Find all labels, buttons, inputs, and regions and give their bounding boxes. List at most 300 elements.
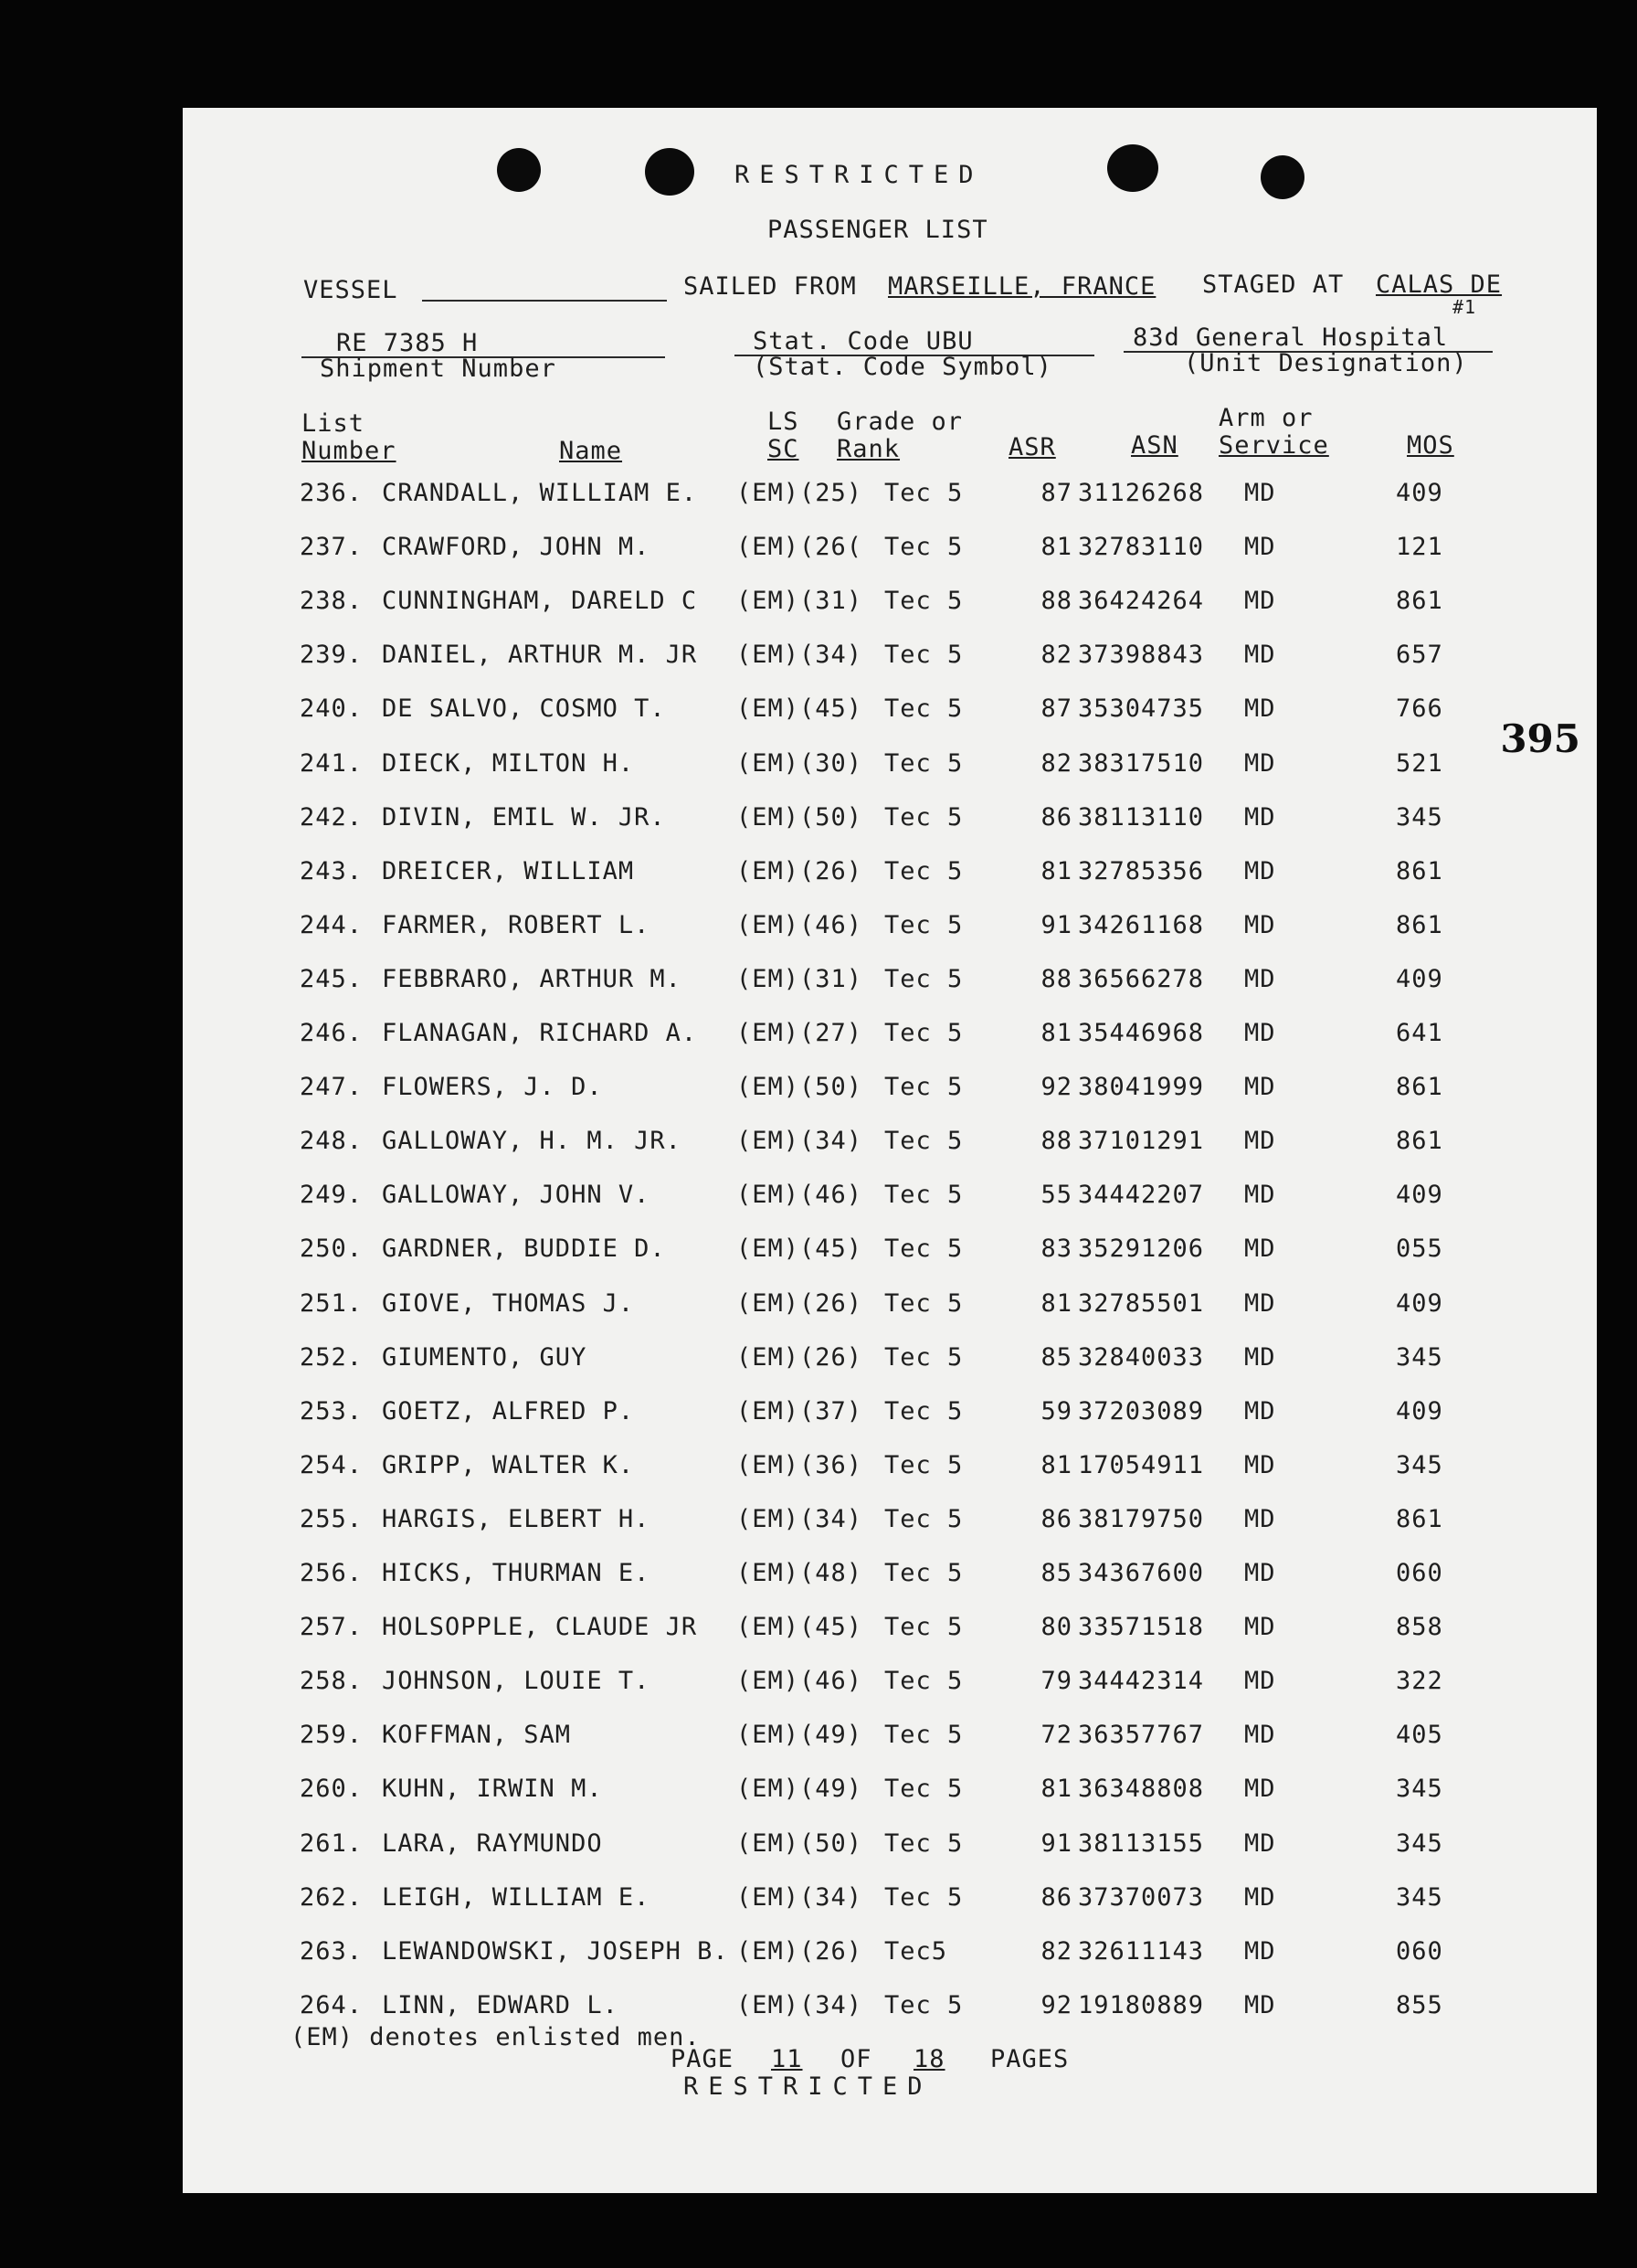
asr-score: 88 [1040,964,1072,993]
grade-rank: Tec 5 [884,479,964,507]
table-row [183,1019,1597,1055]
asr-score: 55 [1040,1181,1072,1210]
asr-score: 59 [1040,1396,1072,1425]
arm-service: MD [1244,1396,1276,1425]
table-row [183,1613,1597,1649]
col-asn: ASN [1131,431,1178,460]
list-number: 248. [300,1127,364,1156]
sailed-from-label: SAILED FROM [683,272,857,301]
total-pages: 18 [914,2045,945,2073]
asn-serial: 34442207 [1078,1181,1205,1210]
passenger-name: DIVIN, EMIL W. JR. [382,802,666,832]
page-number: 11 [771,2045,803,2073]
arm-service: MD [1244,802,1276,832]
mos-code: 861 [1396,1504,1443,1533]
asn-serial: 34261168 [1078,910,1205,939]
list-number: 258. [300,1667,364,1696]
list-number: 245. [300,964,364,993]
asr-score: 88 [1040,1127,1072,1156]
asn-serial: 38113110 [1078,802,1205,832]
grade-rank: Tec 5 [884,1828,964,1858]
arm-service: MD [1244,1235,1276,1264]
grade-rank: Tec 5 [884,1559,964,1587]
passenger-name: HOLSOPPLE, CLAUDE JR [382,1613,698,1642]
passenger-name: KOFFMAN, SAM [382,1721,572,1750]
ls-sc: (EM)(50) [736,1828,863,1858]
ls-sc: (EM)(31) [736,964,863,993]
mos-code: 861 [1396,856,1443,885]
mos-code: 861 [1396,587,1443,616]
ls-sc: (EM)(26( [736,533,863,562]
ls-sc: (EM)(26) [736,1288,863,1318]
col-arm-2: Service [1219,431,1329,460]
mos-code: 855 [1396,1990,1443,2019]
mos-code: 861 [1396,1073,1443,1102]
of-label: OF [840,2045,872,2073]
ls-sc: (EM)(34) [736,641,863,670]
table-row [183,1559,1597,1595]
mos-code: 405 [1396,1721,1443,1750]
grade-rank: Tec 5 [884,802,964,832]
asr-score: 82 [1040,1936,1072,1966]
asn-serial: 19180889 [1078,1990,1205,2019]
ls-sc: (EM)(46) [736,910,863,939]
list-number: 259. [300,1721,364,1750]
sailed-from-value: MARSEILLE, FRANCE [888,272,1156,301]
mos-code: 121 [1396,533,1443,562]
arm-service: MD [1244,1721,1276,1750]
table-row [183,1127,1597,1163]
grade-rank: Tec 5 [884,1396,964,1425]
asr-score: 85 [1040,1342,1072,1372]
ls-sc: (EM)(26) [736,1342,863,1372]
mos-code: 060 [1396,1936,1443,1966]
mos-code: 861 [1396,1127,1443,1156]
arm-service: MD [1244,964,1276,993]
mos-code: 060 [1396,1559,1443,1587]
list-number: 262. [300,1882,364,1912]
asn-serial: 36348808 [1078,1775,1205,1804]
list-number: 263. [300,1936,364,1966]
mos-code: 409 [1396,1288,1443,1318]
mos-code: 322 [1396,1667,1443,1696]
asr-score: 92 [1040,1073,1072,1102]
grade-rank: Tec 5 [884,1342,964,1372]
asr-score: 81 [1040,1288,1072,1318]
passenger-name: JOHNSON, LOUIE T. [382,1667,650,1696]
list-number: 240. [300,694,364,724]
list-number: 239. [300,641,364,670]
asn-serial: 38317510 [1078,748,1205,778]
arm-service: MD [1244,533,1276,562]
ls-sc: (EM)(34) [736,1127,863,1156]
shipment-number-label: Shipment Number [320,355,556,383]
col-ls-2: SC [767,435,799,463]
ls-sc: (EM)(34) [736,1504,863,1533]
mos-code: 409 [1396,1396,1443,1425]
arm-service: MD [1244,1828,1276,1858]
arm-service: MD [1244,641,1276,670]
asr-score: 86 [1040,802,1072,832]
passenger-name: KUHN, IRWIN M. [382,1775,603,1804]
unit-label: (Unit Designation) [1184,349,1468,377]
mos-code: 409 [1396,479,1443,507]
asn-serial: 35304735 [1078,694,1205,724]
arm-service: MD [1244,1667,1276,1696]
asn-serial: 37203089 [1078,1396,1205,1425]
grade-rank: Tec 5 [884,1667,964,1696]
grade-rank: Tec 5 [884,1235,964,1264]
asn-serial: 31126268 [1078,479,1205,507]
punch-hole [1261,155,1304,199]
grade-rank: Tec 5 [884,1073,964,1102]
mos-code: 766 [1396,694,1443,724]
col-grade-2: Rank [837,435,901,463]
arm-service: MD [1244,748,1276,778]
asn-serial: 36566278 [1078,964,1205,993]
ls-sc: (EM)(45) [736,694,863,724]
arm-service: MD [1244,910,1276,939]
passenger-name: CRANDALL, WILLIAM E. [382,479,698,507]
list-number: 237. [300,533,364,562]
grade-rank: Tec 5 [884,1990,964,2019]
ls-sc: (EM)(48) [736,1559,863,1587]
passenger-name: GARDNER, BUDDIE D. [382,1235,666,1264]
asn-serial: 32785356 [1078,856,1205,885]
punch-hole [645,148,694,196]
asr-score: 80 [1040,1613,1072,1642]
mos-code: 409 [1396,1181,1443,1210]
unit-value: 83d General Hospital [1133,323,1449,352]
pages-label: PAGES [990,2045,1070,2073]
list-number: 247. [300,1073,364,1102]
ls-sc: (EM)(30) [736,748,863,778]
mos-code: 345 [1396,1828,1443,1858]
passenger-name: GALLOWAY, H. M. JR. [382,1127,681,1156]
grade-rank: Tec 5 [884,1613,964,1642]
asn-serial: 38041999 [1078,1073,1205,1102]
col-mos: MOS [1407,431,1454,460]
passenger-name: GIOVE, THOMAS J. [382,1288,635,1318]
list-number: 251. [300,1288,364,1318]
asr-score: 82 [1040,748,1072,778]
page-stamp-number: 395 [1500,716,1580,761]
table-row [183,1451,1597,1488]
list-number: 244. [300,910,364,939]
arm-service: MD [1244,694,1276,724]
grade-rank: Tec 5 [884,964,964,993]
ls-sc: (EM)(50) [736,802,863,832]
asn-serial: 32783110 [1078,533,1205,562]
passenger-name: GRIPP, WALTER K. [382,1450,635,1479]
table-row [183,1289,1597,1326]
asn-serial: 32611143 [1078,1936,1205,1966]
ls-sc: (EM)(34) [736,1990,863,2019]
arm-service: MD [1244,1882,1276,1912]
asn-serial: 35291206 [1078,1235,1205,1264]
mos-code: 345 [1396,1775,1443,1804]
table-row [183,965,1597,1002]
asn-serial: 32840033 [1078,1342,1205,1372]
col-list-number-2: Number [301,437,396,465]
asr-score: 87 [1040,694,1072,724]
table-row [183,1829,1597,1866]
list-number: 249. [300,1181,364,1210]
ls-sc: (EM)(25) [736,479,863,507]
passenger-name: DREICER, WILLIAM [382,856,635,885]
arm-service: MD [1244,1613,1276,1642]
asn-serial: 17054911 [1078,1450,1205,1479]
asn-serial: 37101291 [1078,1127,1205,1156]
vessel-blank [422,300,667,302]
grade-rank: Tec5 [884,1936,948,1966]
staged-at-value: CALAS DE [1376,270,1503,299]
passenger-name: GALLOWAY, JOHN V. [382,1181,650,1210]
list-number: 236. [300,479,364,507]
grade-rank: Tec 5 [884,1721,964,1750]
mos-code: 345 [1396,1882,1443,1912]
mos-code: 858 [1396,1613,1443,1642]
arm-service: MD [1244,1127,1276,1156]
mos-code: 345 [1396,1450,1443,1479]
ls-sc: (EM)(27) [736,1019,863,1047]
arm-service: MD [1244,1450,1276,1479]
punch-hole [1107,144,1158,192]
asr-score: 86 [1040,1504,1072,1533]
asr-score: 82 [1040,641,1072,670]
list-number: 241. [300,748,364,778]
arm-service: MD [1244,1019,1276,1047]
ls-sc: (EM)(45) [736,1613,863,1642]
ls-sc: (EM)(46) [736,1181,863,1210]
passenger-name: HICKS, THURMAN E. [382,1559,650,1587]
grade-rank: Tec 5 [884,1775,964,1804]
table-row [183,479,1597,515]
staged-at-note: #1 [1452,296,1477,318]
ls-sc: (EM)(49) [736,1775,863,1804]
mos-code: 345 [1396,802,1443,832]
passenger-name: CRAWFORD, JOHN M. [382,533,650,562]
table-row [183,1073,1597,1109]
asn-serial: 33571518 [1078,1613,1205,1642]
passenger-name: LARA, RAYMUNDO [382,1828,603,1858]
stat-code-value: Stat. Code UBU [753,327,974,355]
table-row [183,1397,1597,1434]
passenger-name: CUNNINGHAM, DARELD C [382,587,698,616]
asr-score: 81 [1040,533,1072,562]
arm-service: MD [1244,479,1276,507]
passenger-name: HARGIS, ELBERT H. [382,1504,650,1533]
col-asr: ASR [1009,433,1056,461]
asr-score: 86 [1040,1882,1072,1912]
footer-note: (EM) denotes enlisted men. [290,2023,701,2051]
ls-sc: (EM)(49) [736,1721,863,1750]
ls-sc: (EM)(37) [736,1396,863,1425]
asn-serial: 37370073 [1078,1882,1205,1912]
asn-serial: 34367600 [1078,1559,1205,1587]
table-row [183,911,1597,948]
grade-rank: Tec 5 [884,1181,964,1210]
asn-serial: 36424264 [1078,587,1205,616]
passenger-name: DIECK, MILTON H. [382,748,635,778]
vessel-label: VESSEL [303,276,398,304]
stat-code-label: (Stat. Code Symbol) [753,353,1052,381]
col-name: Name [559,437,623,465]
arm-service: MD [1244,1342,1276,1372]
passenger-name: LEWANDOWSKI, JOSEPH B. [382,1936,729,1966]
grade-rank: Tec 5 [884,587,964,616]
page-label: PAGE [671,2045,734,2073]
mos-code: 409 [1396,964,1443,993]
grade-rank: Tec 5 [884,1450,964,1479]
grade-rank: Tec 5 [884,856,964,885]
asn-serial: 38179750 [1078,1504,1205,1533]
ls-sc: (EM)(26) [736,1936,863,1966]
passenger-name: FLOWERS, J. D. [382,1073,603,1102]
asr-score: 79 [1040,1667,1072,1696]
arm-service: MD [1244,1288,1276,1318]
shipment-number-value: RE 7385 H [336,329,479,357]
table-row [183,1181,1597,1217]
asr-score: 85 [1040,1559,1072,1587]
arm-service: MD [1244,1504,1276,1533]
list-number: 253. [300,1396,364,1425]
ls-sc: (EM)(34) [736,1882,863,1912]
table-row [183,1721,1597,1757]
table-row [183,1235,1597,1271]
asr-score: 92 [1040,1990,1072,2019]
mos-code: 657 [1396,641,1443,670]
ls-sc: (EM)(46) [736,1667,863,1696]
arm-service: MD [1244,856,1276,885]
mos-code: 641 [1396,1019,1443,1047]
mos-code: 521 [1396,748,1443,778]
asr-score: 83 [1040,1235,1072,1264]
table-row [183,803,1597,840]
asr-score: 81 [1040,1775,1072,1804]
grade-rank: Tec 5 [884,748,964,778]
asn-serial: 36357767 [1078,1721,1205,1750]
asr-score: 91 [1040,1828,1072,1858]
table-row [183,694,1597,731]
table-row [183,1991,1597,2028]
grade-rank: Tec 5 [884,533,964,562]
staged-at-label: STAGED AT [1202,270,1345,299]
table-row [183,749,1597,786]
passenger-name: FLANAGAN, RICHARD A. [382,1019,698,1047]
col-ls-1: LS [767,408,799,436]
asn-serial: 38113155 [1078,1828,1205,1858]
asr-score: 81 [1040,856,1072,885]
table-row [183,533,1597,569]
arm-service: MD [1244,1990,1276,2019]
classification-bottom: RESTRICTED [683,2072,933,2101]
list-number: 250. [300,1235,364,1264]
grade-rank: Tec 5 [884,1019,964,1047]
list-number: 257. [300,1613,364,1642]
grade-rank: Tec 5 [884,910,964,939]
asn-serial: 37398843 [1078,641,1205,670]
list-number: 242. [300,802,364,832]
list-number: 256. [300,1559,364,1587]
list-number: 261. [300,1828,364,1858]
mos-code: 345 [1396,1342,1443,1372]
list-number: 243. [300,856,364,885]
list-number: 255. [300,1504,364,1533]
grade-rank: Tec 5 [884,1288,964,1318]
table-row [183,1505,1597,1542]
table-row [183,1343,1597,1380]
grade-rank: Tec 5 [884,1882,964,1912]
list-number: 246. [300,1019,364,1047]
grade-rank: Tec 5 [884,1127,964,1156]
col-grade-1: Grade or [837,408,964,436]
asn-serial: 35446968 [1078,1019,1205,1047]
arm-service: MD [1244,1559,1276,1587]
table-row [183,641,1597,677]
passenger-name: FEBBRARO, ARTHUR M. [382,964,681,993]
document-page [183,108,1597,2193]
passenger-name: GIUMENTO, GUY [382,1342,587,1372]
list-number: 264. [300,1990,364,2019]
mos-code: 055 [1396,1235,1443,1264]
asr-score: 91 [1040,910,1072,939]
table-row [183,1667,1597,1703]
asr-score: 72 [1040,1721,1072,1750]
list-number: 252. [300,1342,364,1372]
arm-service: MD [1244,1181,1276,1210]
ls-sc: (EM)(36) [736,1450,863,1479]
table-row [183,1937,1597,1974]
ls-sc: (EM)(31) [736,587,863,616]
table-row [183,587,1597,623]
asr-score: 87 [1040,479,1072,507]
mos-code: 861 [1396,910,1443,939]
ls-sc: (EM)(50) [736,1073,863,1102]
asn-serial: 34442314 [1078,1667,1205,1696]
list-number: 254. [300,1450,364,1479]
arm-service: MD [1244,587,1276,616]
arm-service: MD [1244,1775,1276,1804]
passenger-name: LEIGH, WILLIAM E. [382,1882,650,1912]
punch-hole [497,148,541,192]
grade-rank: Tec 5 [884,1504,964,1533]
arm-service: MD [1244,1936,1276,1966]
grade-rank: Tec 5 [884,694,964,724]
passenger-name: FARMER, ROBERT L. [382,910,650,939]
asr-score: 81 [1040,1019,1072,1047]
list-number: 238. [300,587,364,616]
passenger-name: LINN, EDWARD L. [382,1990,618,2019]
arm-service: MD [1244,1073,1276,1102]
ls-sc: (EM)(45) [736,1235,863,1264]
classification-top: RESTRICTED [734,161,984,189]
asr-score: 81 [1040,1450,1072,1479]
passenger-name: GOETZ, ALFRED P. [382,1396,635,1425]
grade-rank: Tec 5 [884,641,964,670]
col-list-number-1: List [301,409,365,438]
list-number: 260. [300,1775,364,1804]
asr-score: 88 [1040,587,1072,616]
table-row [183,1883,1597,1920]
table-row [183,1775,1597,1811]
document-title: PASSENGER LIST [767,216,988,244]
passenger-name: DANIEL, ARTHUR M. JR [382,641,698,670]
asn-serial: 32785501 [1078,1288,1205,1318]
ls-sc: (EM)(26) [736,856,863,885]
col-arm-1: Arm or [1219,404,1314,432]
table-row [183,857,1597,894]
